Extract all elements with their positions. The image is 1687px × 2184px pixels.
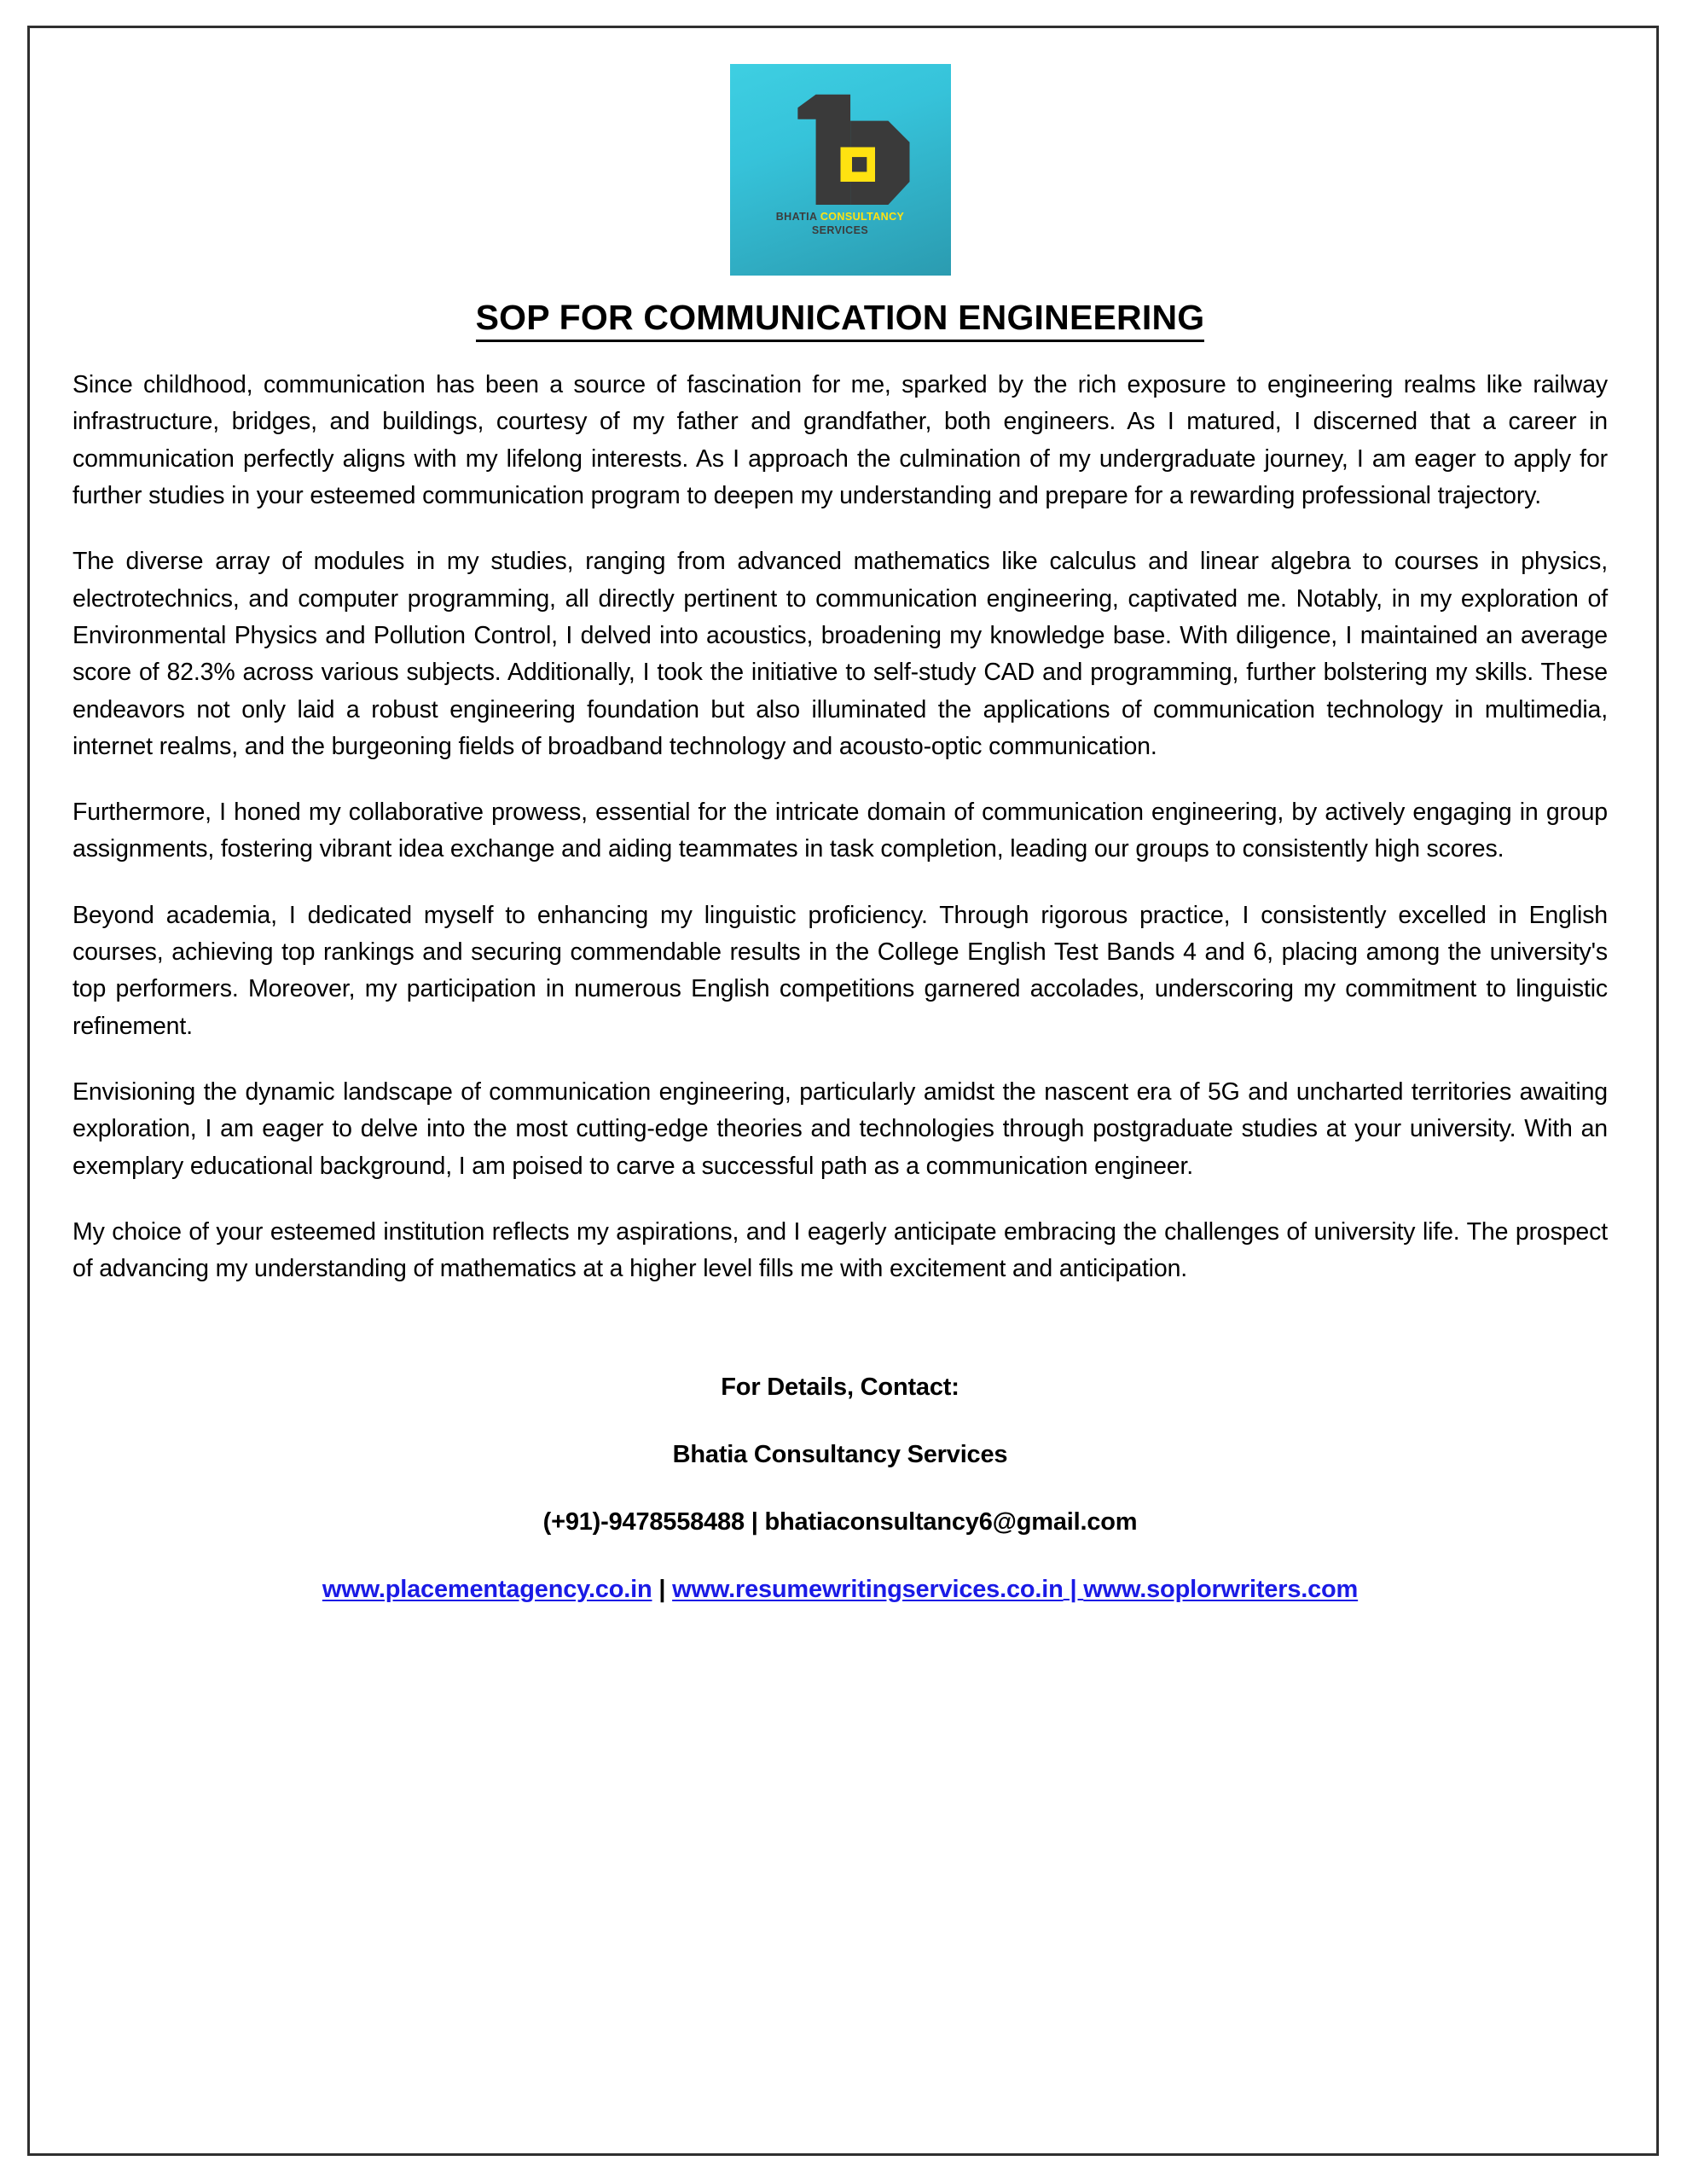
link-soplorwriters[interactable]: www.soplorwriters.com bbox=[1083, 1575, 1359, 1603]
paragraph: Since childhood, communication has been a source of fascination for me, sparked by the rich exposure to engineering realms like railway infrastructure, bridges, and buildings, courtesy of my father and grandfather, both engineers. As I matured, I discerned that a career in communication perfectly aligns with my lifelong interests. As I approach the culmination of my undergraduate journey, I am eager to apply for further studies in your esteemed communication program to deepen my understanding and prepare for a rewarding professional trajectory. bbox=[72, 371, 1608, 509]
logo-container bbox=[72, 38, 1608, 276]
page-title bbox=[72, 298, 1608, 338]
paragraph: My choice of your esteemed institution reflects my aspirations, and I eagerly anticipate embracing the challenges of university life. The prospect of advancing my understanding of mathematics at a higher level fills me with excitement and anticipation. bbox=[72, 1217, 1608, 1283]
paragraph: Envisioning the dynamic landscape of communication engineering, particularly amidst the nascent era of 5G and uncharted territories awaiting exploration, I am eager to delve into the most cutting-edge theories and technologies through postgraduate studies at your university. With an exemplary educational background, I am poised to carve a successful path as a communication engineer. bbox=[72, 1078, 1608, 1180]
link-separator: | bbox=[1063, 1575, 1084, 1603]
page-title-text: SOP FOR COMMUNICATION ENGINEERING bbox=[476, 298, 1205, 342]
link-placementagency[interactable]: www.placementagency.co.in bbox=[322, 1575, 652, 1603]
footer-links bbox=[72, 1576, 1608, 1604]
document-body bbox=[72, 367, 1608, 1288]
paragraph: Beyond academia, I dedicated myself to enhancing my linguistic proficiency. Through rigorous practice, I consistently excelled in English courses, achieving top rankings and securing commendable results in the College English Test Bands 4 and 6, placing among the university's top performers. Moreover, my participation in numerous English competitions garnered accolades, underscoring my commitment to linguistic refinement. bbox=[72, 901, 1608, 1040]
company-name: Bhatia Consultancy Services bbox=[672, 1440, 1008, 1468]
contact-footer bbox=[72, 1374, 1608, 1604]
logo-text-services: SERVICES bbox=[811, 224, 869, 236]
document-page bbox=[27, 26, 1659, 2156]
bhatia-consultancy-logo bbox=[730, 64, 951, 276]
logo-text-consultancy: CONSULTANCY bbox=[820, 211, 905, 223]
logo-b-mark-icon bbox=[730, 90, 951, 205]
contact-heading: For Details, Contact: bbox=[721, 1373, 959, 1401]
page-content bbox=[72, 38, 1608, 1604]
link-resumewritingservices[interactable]: www.resumewritingservices.co.in bbox=[672, 1575, 1064, 1603]
phone-and-email: (+91)-9478558488 | bhatiaconsultancy6@gmail.com bbox=[542, 1507, 1138, 1536]
paragraph: Furthermore, I honed my collaborative prowess, essential for the intricate domain of communication engineering, by actively engaging in group assignments, fostering vibrant idea exchange and aiding teammates in task completion, leading our groups to consistently high scores. bbox=[72, 799, 1608, 863]
paragraph: The diverse array of modules in my studies, ranging from advanced mathematics like calculus and linear algebra to courses in physics, electrotechnics, and computer programming, all directly pertinent to communication engineering, captivated me. Notably, in my exploration of Environmental Physics and Pollution Control, I delved into acoustics, broadening my knowledge base. With diligence, I maintained an average score of 82.3% across various subjects. Additionally, I took the initiative to self-study CAD and programming, further bolstering my skills. These endeavors not only laid a robust engineering foundation but also illuminated the applications of communication technology in multimedia, internet realms, and the burgeoning fields of broadband technology and acousto-optic communication. bbox=[72, 548, 1608, 760]
link-separator: | bbox=[652, 1575, 673, 1603]
logo-text-bhatia: BHATIA bbox=[775, 211, 820, 223]
logo-wordmark bbox=[730, 211, 951, 237]
